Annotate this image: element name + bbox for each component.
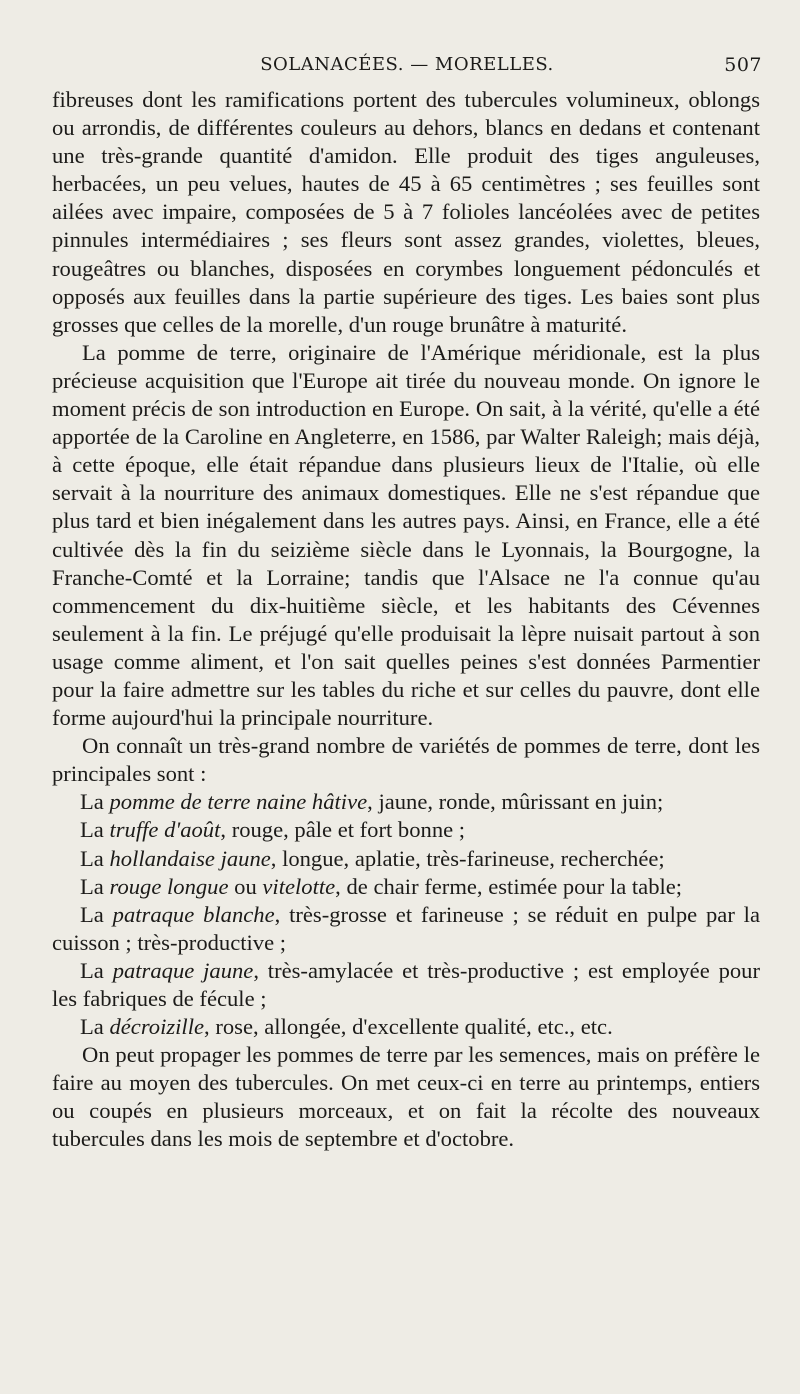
page-body — [52, 86, 760, 1154]
variety-name: pomme de terre naine hâtive — [109, 789, 368, 815]
variety-name: patraque blanche — [112, 901, 275, 927]
variety-name-alt: vitelotte — [262, 873, 336, 899]
variety-item: La décroizille, rose, allongée, d'excellente qualité, etc., etc. — [80, 1014, 613, 1040]
running-head — [52, 54, 762, 78]
variety-name: patraque jaune — [112, 957, 254, 983]
running-title: SOLANACÉES. — MORELLES. — [260, 54, 554, 75]
variety-name: rouge longue — [109, 873, 229, 899]
variety-item: La truffe d'août, rouge, pâle et fort bonne ; — [80, 817, 466, 843]
variety-item: La rouge longue ou vitelotte, de chair ferme, estimée pour la table; — [80, 873, 683, 899]
variety-name: truffe d'août — [109, 817, 221, 843]
variety-item: La hollandaise jaune, longue, aplatie, très-farineuse, recherchée; — [80, 845, 665, 871]
variety-item: La patraque jaune, très-amylacée et très-productive ; est employée pour les fabriques de fécule ; — [52, 957, 760, 1011]
paragraph-2: La pomme de terre, originaire de l'Amérique méridionale, est la plus précieuse acquisition que l'Europe ait tirée du nouveau monde. On ignore le moment précis de son introduction en Europe. On sait, à la vérité, qu'elle a été apportée de la Caroline en Angleterre, en 1586, par Walter Raleigh; mais déjà, à cette époque, elle était répandue dans plusieurs lieux de l'Italie, où elle servait à la nourriture des animaux domestiques. Elle ne s'est répandue que plus tard et bien inégalement dans les autres pays. Ainsi, en France, elle a été cultivée dès la fin du seizième siècle dans le Lyonnais, la Bourgogne, la Franche-Comté et la Lorraine; tandis que l'Alsace ne l'a connue qu'au commencement du dix-huitième siècle, et les habitants des Cévennes seulement à la fin. Le préjugé qu'elle produisait la lèpre nuisait partout à son usage comme aliment, et l'on sait quelles peines s'est données Parmentier pour la faire admettre sur les tables du riche et sur celles du pauvre, dont elle forme aujourd'hui la principale nourriture. — [52, 339, 760, 731]
variety-name: hollandaise jaune — [109, 845, 271, 871]
page-number: 507 — [724, 54, 762, 76]
paragraph-1: fibreuses dont les ramifications portent des tubercules volumineux, oblongs ou arrondis, de différentes couleurs au dehors, blancs en dedans et contenant une très-grande quantité d'amidon. Elle produit des tiges anguleuses, herbacées, un peu velues, hautes de 45 à 65 centimètres ; ses feuilles sont ailées avec impaire, composées de 5 à 7 folioles lancéolées avec de petites pinnules intermédiaires ; ses fleurs sont assez grandes, violettes, bleues, rougeâtres ou blanches, disposées en corymbes longuement pédonculés et opposés aux feuilles dans la partie supérieure des tiges. Les baies sont plus grosses que celles de la morelle, d'un rouge brunâtre à maturité. — [52, 87, 760, 337]
paragraph-last: On peut propager les pommes de terre par les semences, mais on préfère le faire au moyen des tubercules. On met ceux-ci en terre au printemps, entiers ou coupés en plusieurs morceaux, et on fait la récolte des nouveaux tubercules dans les mois de septembre et d'octobre. — [52, 1042, 760, 1152]
variety-item: La patraque blanche, très-grosse et farineuse ; se réduit en pulpe par la cuisson ; très-productive ; — [52, 901, 760, 955]
variety-item: La pomme de terre naine hâtive, jaune, ronde, mûrissant en juin; — [80, 789, 664, 815]
paragraph-3: On connaît un très-grand nombre de variétés de pommes de terre, dont les principales sont : — [52, 733, 760, 787]
variety-name: décroizille — [109, 1014, 205, 1040]
